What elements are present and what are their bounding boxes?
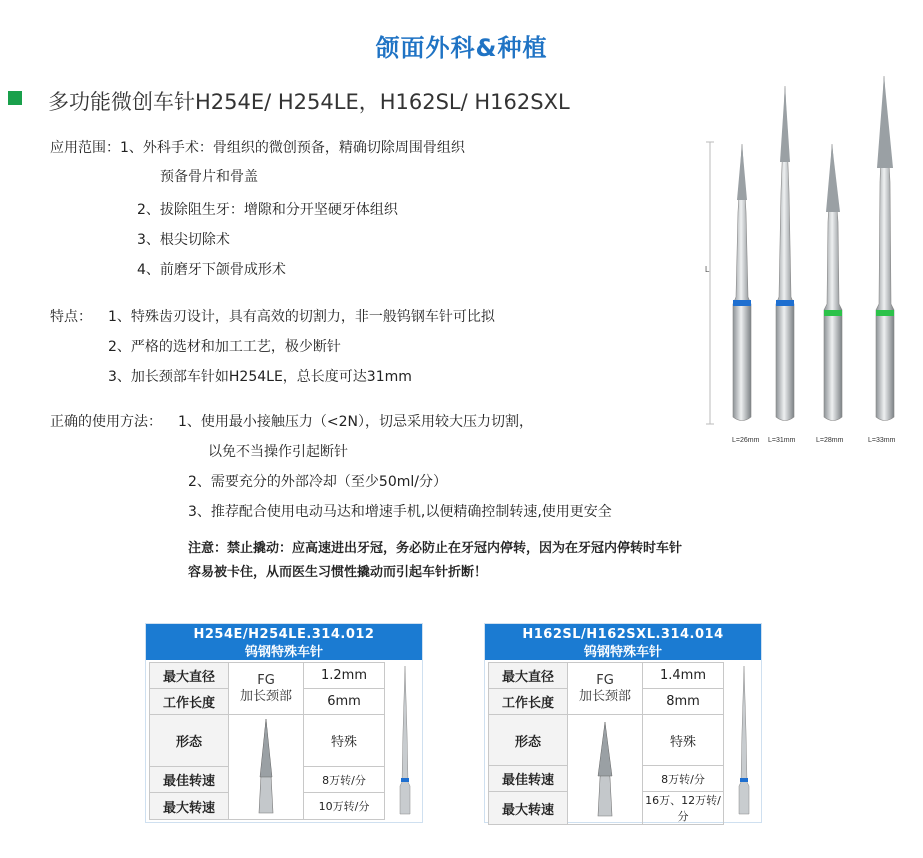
spec-label: 最佳转速 <box>150 766 229 793</box>
bur-4 <box>876 76 894 421</box>
card-header <box>146 624 422 660</box>
spec-label: 形态 <box>150 715 229 767</box>
spec-value: 特殊 <box>643 715 724 766</box>
feature-item: 3、加长颈部车针如H254LE，总长度可达31mm <box>108 369 412 385</box>
card-code: H254E/H254LE.314.012 <box>193 627 375 642</box>
spec-card-h162 <box>484 623 762 823</box>
features-label: 特点： <box>50 309 92 325</box>
bur-side-image <box>729 662 759 817</box>
application-item: 预备骨片和骨盖 <box>160 169 258 185</box>
spec-value: 6mm <box>304 689 385 715</box>
length-value: L=28mm <box>816 437 844 444</box>
card-kind: 钨钢特殊车针 <box>583 645 662 660</box>
length-value: L=26mm <box>732 437 760 444</box>
usage-note: 注意：禁止撬动：应高速进出牙冠，务必防止在牙冠内停转，因为在牙冠内停转时车针 <box>188 541 683 556</box>
page-title: 颌面外科&种植 <box>375 34 548 62</box>
application-item: 2、拔除阻生牙：增隙和分开坚硬牙体组织 <box>137 202 398 218</box>
spec-value: 1.4mm <box>643 663 724 689</box>
spec-card-h254 <box>145 623 423 823</box>
usage-note: 容易被卡住，从而医生习惯性撬动而引起车针折断！ <box>188 565 488 580</box>
spec-label: 工作长度 <box>150 689 229 715</box>
usage-item: 1、使用最小接触压力（<2N），切忌采用较大压力切割， <box>178 414 534 430</box>
application-item: 3、根尖切除术 <box>137 232 230 248</box>
application-label: 应用范围： <box>50 140 120 156</box>
spec-value: 10万转/分 <box>304 793 385 820</box>
fg-label: FG <box>257 672 275 688</box>
spec-label: 工作长度 <box>489 689 568 715</box>
section-bullet <box>8 91 22 105</box>
spec-label: 最佳转速 <box>489 766 568 792</box>
bur-illustration <box>700 72 915 452</box>
usage-label: 正确的使用方法： <box>50 414 162 430</box>
spec-label: 最大直径 <box>150 663 229 689</box>
bur-3 <box>824 144 842 421</box>
usage-item: 2、需要充分的外部冷却（至少50ml/分） <box>188 474 447 490</box>
card-code: H162SL/H162SXL.314.014 <box>522 627 724 642</box>
bur-shape-icon <box>246 715 286 815</box>
usage-item: 3、推荐配合使用电动马达和增速手机,以便精确控制转速,使用更安全 <box>188 504 612 520</box>
spec-label: 最大转速 <box>150 793 229 820</box>
length-value: L=31mm <box>768 437 796 444</box>
spec-value: 8万转/分 <box>643 766 724 792</box>
application-item: 1、外科手术：骨组织的微创预备，精确切除周围骨组织 <box>120 140 465 156</box>
fg-cell <box>229 663 304 715</box>
length-label: L <box>705 265 710 274</box>
spec-value: 特殊 <box>304 715 385 767</box>
spec-value: 8万转/分 <box>304 766 385 793</box>
bur-1 <box>733 144 751 421</box>
spec-label: 最大直径 <box>489 663 568 689</box>
card-header <box>485 624 761 660</box>
spec-value: 16万、12万转/分 <box>643 792 724 825</box>
fg-sub: 加长颈部 <box>239 688 292 704</box>
product-subtitle: 多功能微创车针H254E/ H254LE，H162SL/ H162SXL <box>48 90 570 114</box>
application-item: 4、前磨牙下颌骨成形术 <box>137 262 286 278</box>
bur-side-image <box>390 662 420 817</box>
spec-value: 1.2mm <box>304 663 385 689</box>
fg-label: FG <box>596 672 614 688</box>
usage-item: 以免不当操作引起断针 <box>208 444 348 460</box>
fg-sub: 加长颈部 <box>578 688 631 704</box>
bur-2 <box>776 86 794 421</box>
length-value: L=33mm <box>868 437 896 444</box>
spec-table <box>149 662 385 820</box>
bur-shape-image <box>568 715 643 825</box>
fg-cell <box>568 663 643 715</box>
bur-product-image <box>700 72 915 452</box>
card-kind: 钨钢特殊车针 <box>244 645 323 660</box>
spec-table <box>488 662 724 825</box>
bur-shape-icon <box>585 718 625 818</box>
bur-shape-image <box>229 715 304 820</box>
spec-label: 形态 <box>489 715 568 766</box>
spec-label: 最大转速 <box>489 792 568 825</box>
feature-item: 1、特殊齿刃设计，具有高效的切割力，非一般钨钢车针可比拟 <box>108 309 495 325</box>
feature-item: 2、严格的选材和加工工艺，极少断针 <box>108 339 341 355</box>
spec-value: 8mm <box>643 689 724 715</box>
